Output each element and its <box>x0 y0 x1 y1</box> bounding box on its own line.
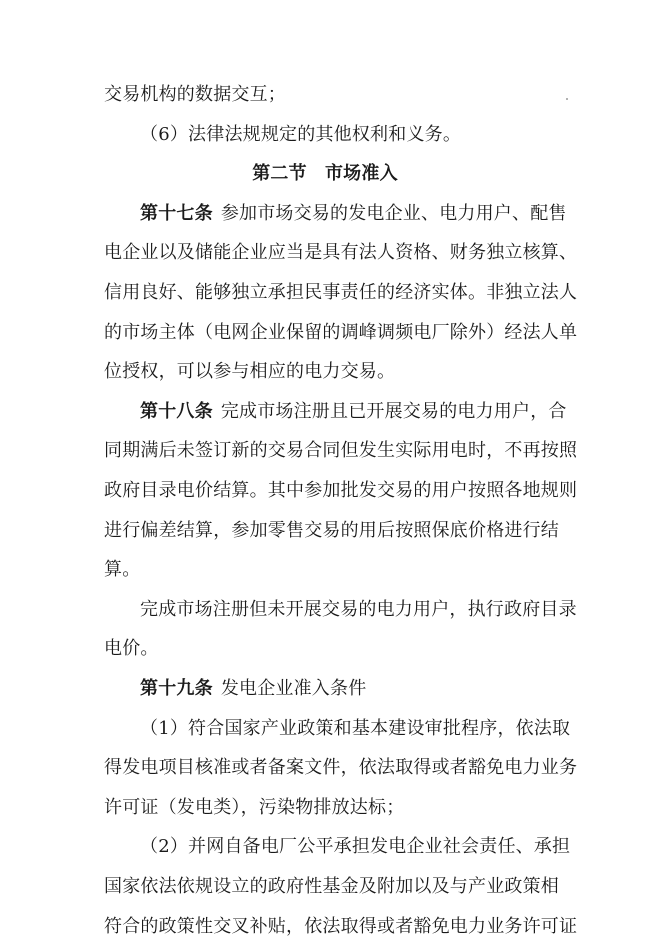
section-heading: 第二节 市场准入 <box>252 163 398 185</box>
text-line: 电价。 <box>104 638 159 660</box>
text-line: 的市场主体（电网企业保留的调峰调频电厂除外）经法人单 <box>104 321 578 343</box>
text-line: 电企业以及储能企业应当是具有法人资格、财务独立核算、 <box>104 242 578 264</box>
article-17-label: 第十七条 <box>140 202 213 224</box>
text-line: 进行偏差结算，参加零售交易的用后按照保底价格进行结 <box>104 519 559 541</box>
article-19-label: 第十九条 <box>140 678 213 699</box>
text-line: （1）符合国家产业政策和基本建设审批程序，依法取 <box>140 717 571 739</box>
text-line: 同期满后未签订新的交易合同但发生实际用电时，不再按照 <box>104 440 578 462</box>
article-18-text: 完成市场注册且已开展交易的电力用户，合 <box>220 400 567 422</box>
article-19-title: 发电企业准入条件 <box>220 678 367 699</box>
text-line: （2）并网自备电厂公平承担发电企业社会责任、承担 <box>140 836 571 858</box>
text-line: 许可证（发电类），污染物排放达标； <box>104 796 405 818</box>
scan-speck <box>566 98 568 100</box>
article-18-label: 第十八条 <box>140 400 213 422</box>
text-line: 政府目录电价结算。其中参加批发交易的用户按照各地规则 <box>104 480 578 501</box>
text-line: 完成市场注册但未开展交易的电力用户，执行政府目录 <box>140 598 577 620</box>
text-line: 符合的政策性交叉补贴，依法取得或者豁免电力业务许可证 <box>104 915 578 937</box>
text-line: 交易机构的数据交互； <box>104 84 286 105</box>
text-line: 国家依法依规设立的政府性基金及附加以及与产业政策相 <box>104 876 559 897</box>
article-17-text: 参加市场交易的发电企业、电力用户、配售 <box>220 202 567 224</box>
text-line: 信用良好、能够独立承担民事责任的经济实体。非独立法人 <box>104 282 578 303</box>
text-line: 得发电项目核准或者备案文件，依法取得或者豁免电力业务 <box>104 757 578 779</box>
article-18-first-line <box>140 400 567 424</box>
article-17-first-line <box>140 202 567 226</box>
text-line: （6）法律法规规定的其他权利和义务。 <box>140 123 462 145</box>
text-line: 位授权，可以参与相应的电力交易。 <box>104 361 396 383</box>
article-19-first-line <box>140 677 556 701</box>
text-line: 算。 <box>104 559 141 581</box>
